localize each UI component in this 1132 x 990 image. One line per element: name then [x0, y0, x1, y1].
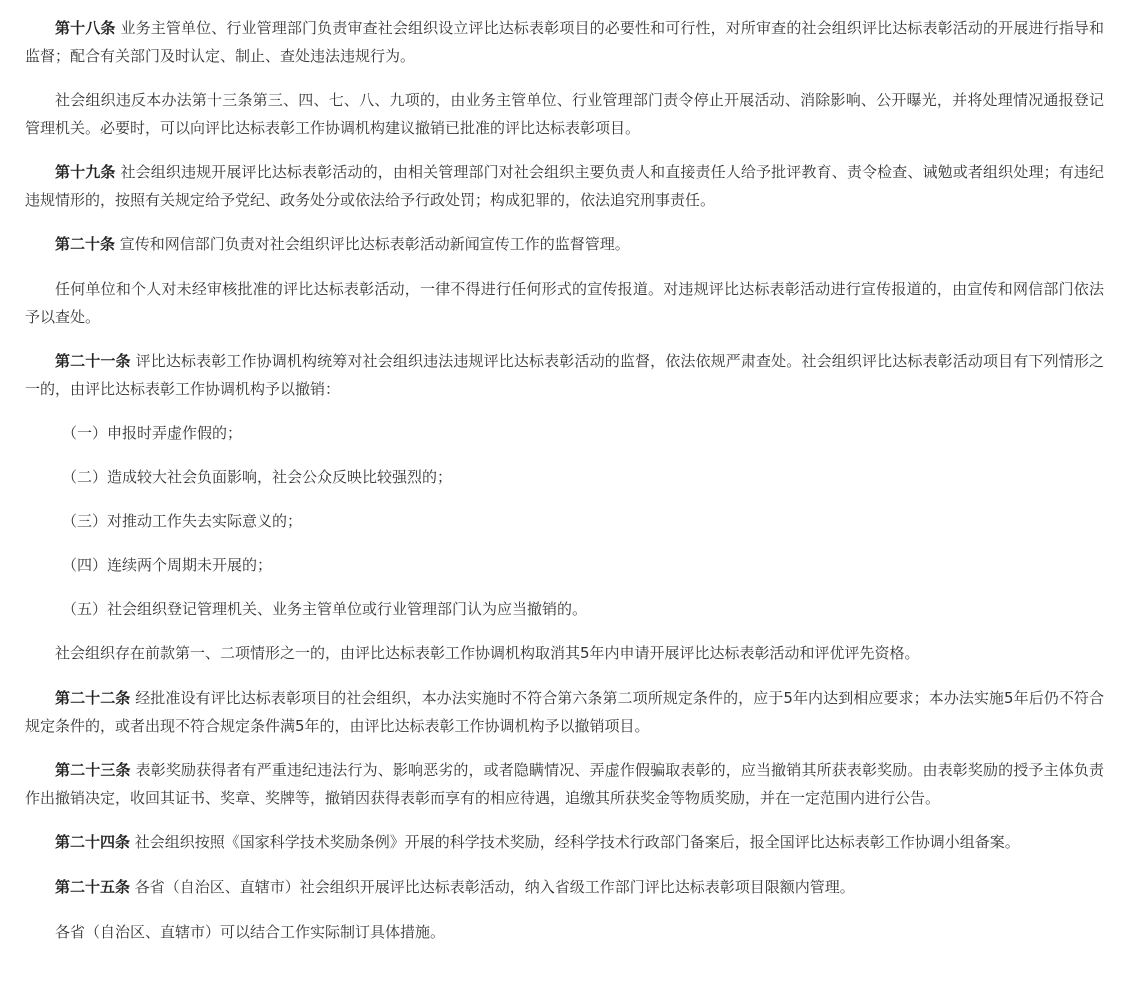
- paragraph-article-22: [25, 684, 1104, 740]
- paragraph-article-18: [25, 14, 1104, 70]
- article-number: 第二十四条: [55, 833, 131, 851]
- paragraph-text: 评比达标表彰工作协调机构统筹对社会组织违法违规评比达标表彰活动的监督，依法依规严肃查处。社会组织评比达标表彰活动项目有下列情形之一的，由评比达标表彰工作协调机构予以撤销：: [25, 352, 1104, 398]
- article-number: 第二十条: [55, 235, 116, 253]
- paragraph-text: 业务主管单位、行业管理部门负责审查社会组织设立评比达标表彰项目的必要性和可行性，对所审查的社会组织评比达标表彰活动的开展进行指导和监督；配合有关部门及时认定、制止、查处违法违规行为。: [25, 19, 1104, 65]
- list-item: [25, 551, 1104, 579]
- paragraph-text: 任何单位和个人对未经审核批准的评比达标表彰活动，一律不得进行任何形式的宣传报道。对违规评比达标表彰活动进行宣传报道的，由宣传和网信部门依法予以查处。: [25, 280, 1104, 326]
- paragraph-article-18-sub: [25, 86, 1104, 142]
- list-item: [25, 463, 1104, 491]
- article-number: 第十九条: [55, 163, 116, 181]
- paragraph-article-25: [25, 873, 1104, 901]
- paragraph-article-20: [25, 230, 1104, 258]
- list-item: [25, 507, 1104, 535]
- article-number: 第十八条: [55, 19, 116, 37]
- paragraph-article-24: [25, 828, 1104, 856]
- article-number: 第二十三条: [55, 761, 131, 779]
- list-item: [25, 419, 1104, 447]
- list-item-text: （四）连续两个周期未开展的；: [62, 556, 273, 574]
- paragraph-text: 经批准设有评比达标表彰项目的社会组织，本办法实施时不符合第六条第二项所规定条件的，应于5年内达到相应要求；本办法实施5年后仍不符合规定条件的，或者出现不符合规定条件满5年的，由评比达标表彰工作协调机构予以撤销项目。: [25, 689, 1104, 735]
- list-item-text: （二）造成较大社会负面影响，社会公众反映比较强烈的；: [62, 468, 453, 486]
- paragraph-text: 社会组织违反本办法第十三条第三、四、七、八、九项的，由业务主管单位、行业管理部门责令停止开展活动、消除影响、公开曝光，并将处理情况通报登记管理机关。必要时，可以向评比达标表彰工作协调机构建议撤销已批准的评比达标表彰项目。: [25, 91, 1104, 137]
- paragraph-article-20-sub: [25, 275, 1104, 331]
- article-number: 第二十二条: [55, 689, 131, 707]
- paragraph-text: 社会组织存在前款第一、二项情形之一的，由评比达标表彰工作协调机构取消其5年内申请开展评比达标表彰活动和评优评先资格。: [55, 644, 920, 662]
- article-number: 第二十五条: [55, 878, 131, 896]
- paragraph-article-21-sub: [25, 639, 1104, 667]
- list-item-text: （三）对推动工作失去实际意义的；: [62, 512, 303, 530]
- list-item: [25, 595, 1104, 623]
- paragraph-text: 社会组织违规开展评比达标表彰活动的，由相关管理部门对社会组织主要负责人和直接责任人给予批评教育、责令检查、诫勉或者组织处理；有违纪违规情形的，按照有关规定给予党纪、政务处分或依法给予行政处罚；构成犯罪的，依法追究刑事责任。: [25, 163, 1104, 209]
- paragraph-article-21: [25, 347, 1104, 403]
- paragraph-text: 社会组织按照《国家科学技术奖励条例》开展的科学技术奖励，经科学技术行政部门备案后，报全国评比达标表彰工作协调小组备案。: [134, 833, 1020, 851]
- list-item-text: （五）社会组织登记管理机关、业务主管单位或行业管理部门认为应当撤销的。: [62, 600, 588, 618]
- paragraph-article-23: [25, 756, 1104, 812]
- paragraph-text: 宣传和网信部门负责对社会组织评比达标表彰活动新闻宣传工作的监督管理。: [119, 235, 630, 253]
- paragraph-article-25-sub: [25, 918, 1104, 946]
- paragraph-text: 各省（自治区、直辖市）可以结合工作实际制订具体措施。: [55, 923, 446, 941]
- paragraph-text: 表彰奖励获得者有严重违纪违法行为、影响恶劣的，或者隐瞒情况、弄虚作假骗取表彰的，应当撤销其所获表彰奖励。由表彰奖励的授予主体负责作出撤销决定，收回其证书、奖章、奖牌等，撤销因获得表彰而享有的相应待遇，追缴其所获奖金等物质奖励，并在一定范围内进行公告。: [25, 761, 1104, 807]
- paragraph-article-19: [25, 158, 1104, 214]
- article-number: 第二十一条: [55, 352, 131, 370]
- list-item-text: （一）申报时弄虚作假的；: [62, 424, 243, 442]
- paragraph-text: 各省（自治区、直辖市）社会组织开展评比达标表彰活动，纳入省级工作部门评比达标表彰项目限额内管理。: [134, 878, 855, 896]
